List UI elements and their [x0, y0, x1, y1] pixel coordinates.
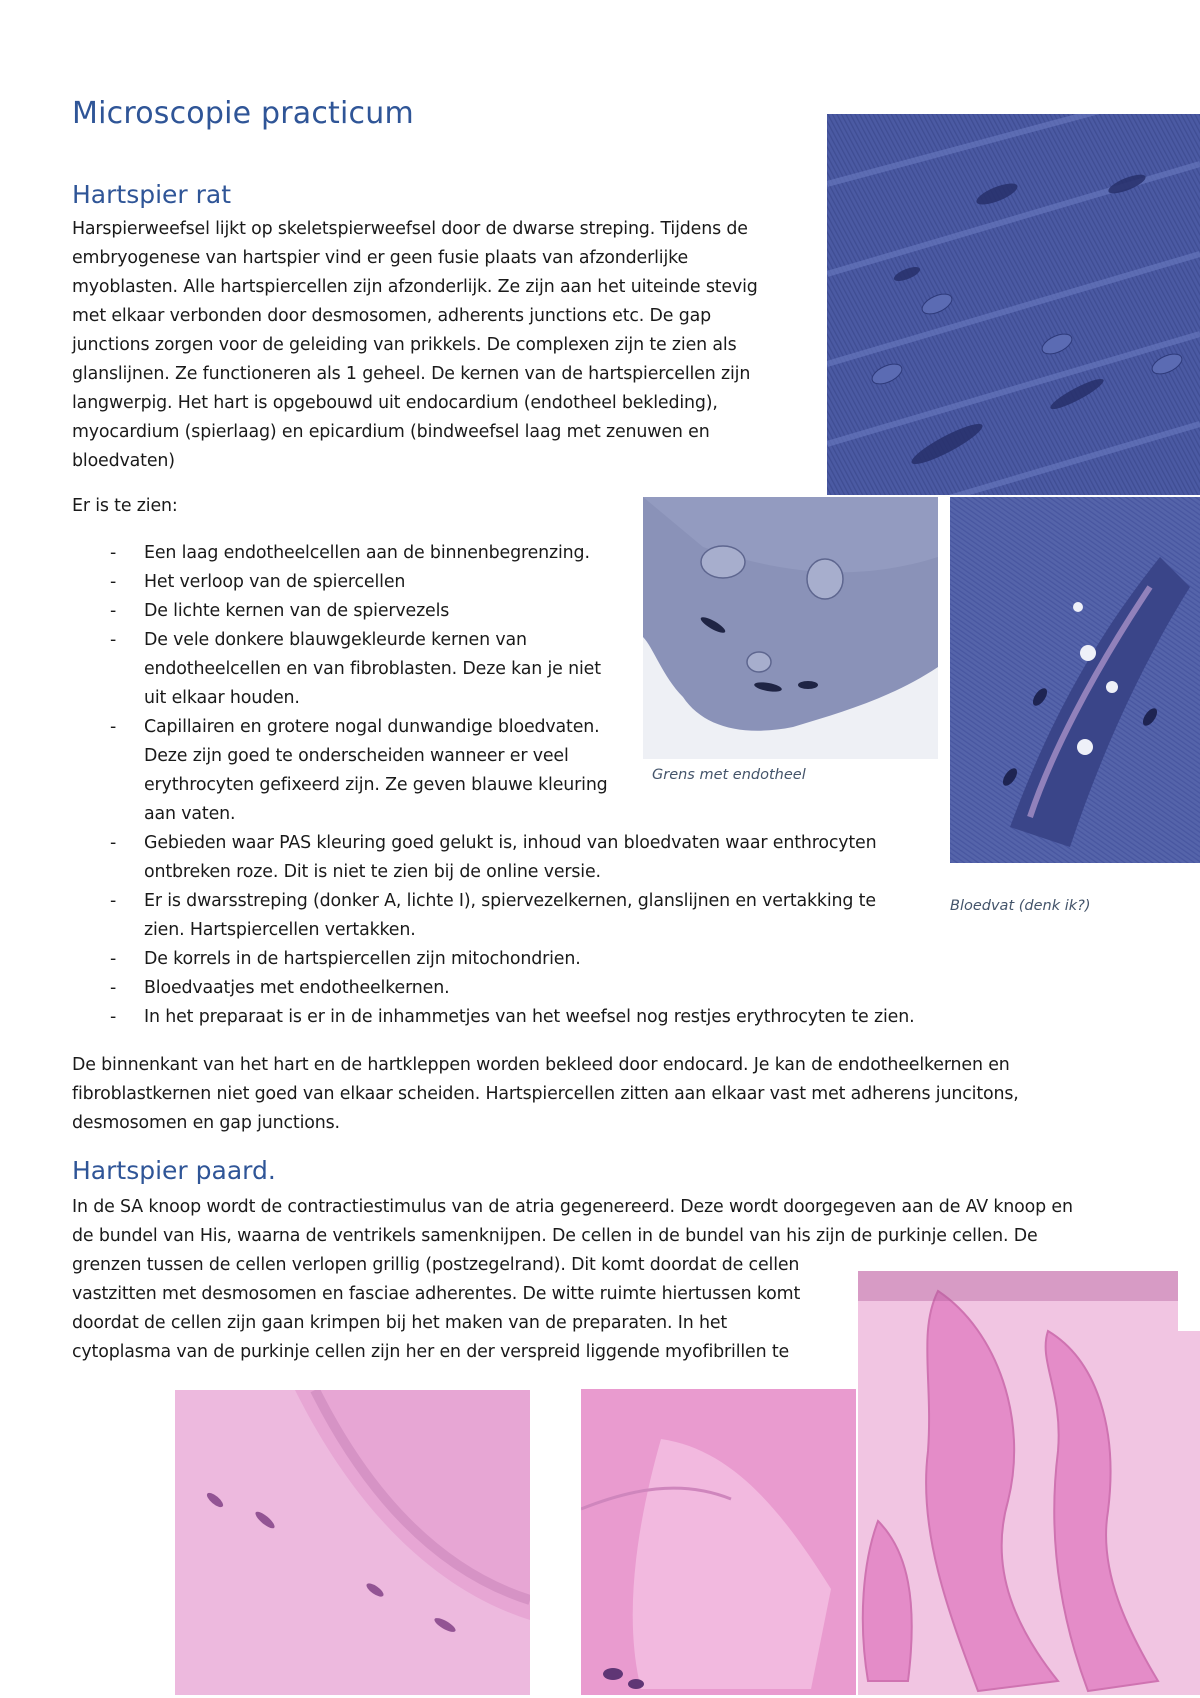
micrograph-bloedvat	[950, 497, 1200, 863]
list-item: - De korrels in de hartspiercellen zijn mitochondrien.	[72, 945, 972, 974]
visible-label: Er is te zien:	[72, 496, 178, 516]
micrograph-grens-endotheel	[643, 497, 938, 759]
paragraph-line: bloedvaten)	[72, 451, 175, 471]
section-heading-hartspier-paard: Hartspier paard.	[72, 1156, 276, 1185]
paragraph-line: junctions zorgen voor de geleiding van prikkels. De complexen zijn te zien als	[72, 335, 737, 355]
list-item: - Bloedvaatjes met endotheelkernen.	[72, 974, 972, 1003]
list-item: - Het verloop van de spiercellen	[72, 568, 972, 597]
paragraph-line: glanslijnen. Ze functioneren als 1 geheel. De kernen van de hartspiercellen zijn	[72, 364, 751, 384]
micrograph-hartspier-rat	[827, 114, 1200, 495]
section-heading-hartspier-rat: Hartspier rat	[72, 180, 232, 209]
page-title: Microscopie practicum	[72, 96, 414, 131]
paragraph-line: embryogenese van hartspier vind er geen fusie plaats van afzonderlijke	[72, 248, 688, 268]
caption-bloedvat: Bloedvat (denk ik?)	[950, 898, 1091, 914]
paragraph-line: langwerpig. Het hart is opgebouwd uit endocardium (endotheel bekleding),	[72, 393, 718, 413]
micrograph-he-1	[175, 1390, 530, 1695]
paragraph-line: Harspierweefsel lijkt op skeletspierweefsel door de dwarse streping. Tijdens de	[72, 219, 748, 239]
list-item: - Er is dwarsstreping (donker A, lichte I), spiervezelkernen, glanslijnen en vertakking te zien. Hartspiercellen vertakken.	[72, 887, 972, 945]
section2-paragraph: In de SA knoop wordt de contractiestimulus van de atria gegenereerd. Deze wordt doorgegeven aan de AV knoop en de bundel van His, waarna de ventrikels samenknijpen. De cellen in de bundel van his zijn de purkinje cellen. De grenzen tussen de cellen verlopen grillig (postzegelrand). Dit komt doordat de cellen vastzitten met desmosomen en fasciae adherentes. De witte ruimte hiertussen komt doordat de cellen zijn gaan krimpen bij het maken van de preparaten. In het cytoplasma van de purkinje cellen zijn her en der verspreid liggende myofibrillen te	[72, 1197, 1073, 1362]
list-item: - Gebieden waar PAS kleuring goed gelukt is, inhoud van bloedvaten waar enthrocyten ontbreken roze. Dit is niet te zien bij de online versie.	[72, 829, 972, 887]
list-item: - Capillairen en grotere nogal dunwandige bloedvaten. Deze zijn goed te onderscheiden wanneer er veel erythrocyten gefixeerd zijn. Ze geven blauwe kleuring aan vaten.	[72, 713, 972, 829]
paragraph-line: myoblasten. Alle hartspiercellen zijn afzonderlijk. Ze zijn aan het uiteinde stevig	[72, 277, 758, 297]
list-item: - De lichte kernen van de spiervezels	[72, 597, 972, 626]
micrograph-he-2	[581, 1389, 856, 1695]
caption-grens-endotheel: Grens met endotheel	[652, 767, 806, 783]
closing-paragraph: De binnenkant van het hart en de hartkleppen worden bekleed door endocard. Je kan de endotheelkernen en fibroblastkernen niet goed van elkaar scheiden. Hartspiercellen zitten aan elkaar vast met adherens juncitons, desmosomen en gap junctions.	[72, 1055, 1019, 1133]
list-item: - Een laag endotheelcellen aan de binnenbegrenzing.	[72, 539, 972, 568]
paragraph-line: myocardium (spierlaag) en epicardium (bindweefsel laag met zenuwen en	[72, 422, 710, 442]
list-item: - In het preparaat is er in de inhammetjes van het weefsel nog restjes erythrocyten te zien.	[72, 1003, 972, 1032]
intro-paragraph	[72, 215, 812, 476]
paragraph-line: met elkaar verbonden door desmosomen, adherents junctions etc. De gap	[72, 306, 711, 326]
list-item: - De vele donkere blauwgekleurde kernen van endotheelcellen en van fibroblasten. Deze kan je niet uit elkaar houden.	[72, 626, 972, 713]
micrograph-he-3	[858, 1271, 1200, 1695]
